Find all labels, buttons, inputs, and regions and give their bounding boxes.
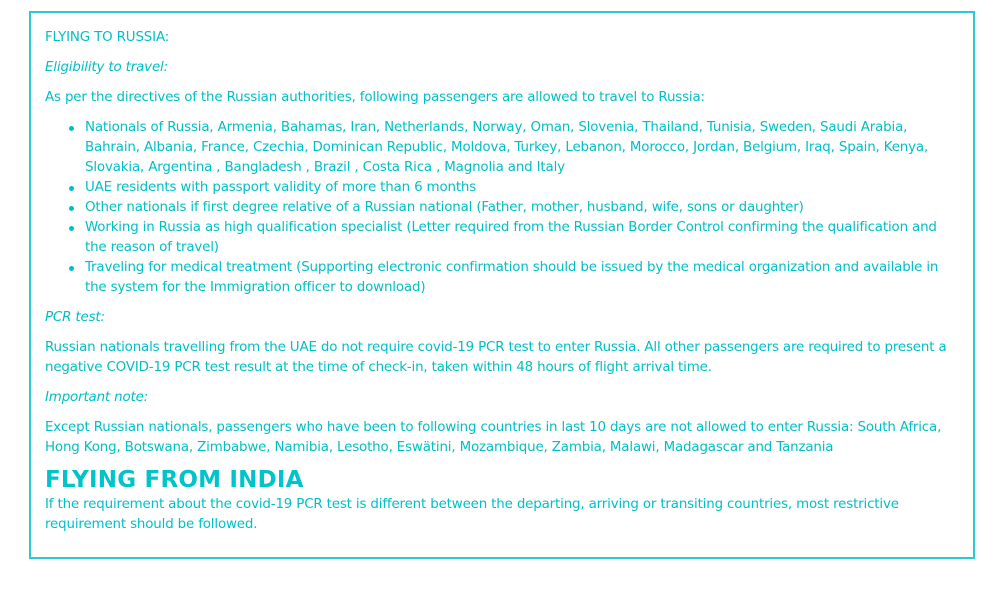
- list-item: Traveling for medical treatment (Supporting electronic confirmation should be issued by the medical organization and available in: [85, 260, 939, 275]
- list-item: the reason of travel): [85, 240, 219, 255]
- bullet-dot: [69, 126, 74, 131]
- note-text: Except Russian nationals, passengers who have been to following countries in last 10 days are not allowed to enter Russia: South Africa,: [45, 420, 942, 435]
- bullet-dot: [69, 186, 74, 191]
- pcr-label: PCR test:: [45, 310, 105, 325]
- india-text: If the requirement about the covid-19 PCR test is different between the departing, arriving or transiting countries, most restrictive: [45, 497, 899, 512]
- india-heading: FLYING FROM INDIA: [45, 467, 304, 493]
- pcr-text: negative COVID-19 PCR test result at the time of check-in, taken within 48 hours of flight arrival time.: [45, 360, 712, 375]
- list-item: UAE residents with passport validity of more than 6 months: [85, 180, 477, 195]
- russia-heading: FLYING TO RUSSIA:: [45, 30, 170, 45]
- bullet-dot: [69, 226, 74, 231]
- bullet-dot: [69, 266, 74, 271]
- note-label: Important note:: [45, 390, 149, 405]
- india-text: requirement should be followed.: [45, 517, 258, 532]
- list-item: Nationals of Russia, Armenia, Bahamas, Iran, Netherlands, Norway, Oman, Slovenia, Thailand, Tunisia, Sweden, Saudi Arabia,: [85, 120, 908, 135]
- pcr-text: Russian nationals travelling from the UAE do not require covid-19 PCR test to enter Russia. All other passengers are required to present a: [45, 340, 947, 355]
- list-item: Bahrain, Albania, France, Czechia, Dominican Republic, Moldova, Turkey, Lebanon, Morocco, Jordan, Belgium, Iraq, Spain, Kenya,: [85, 140, 929, 155]
- bullet-dot: [69, 206, 74, 211]
- list-item: Other nationals if first degree relative of a Russian national (Father, mother, husband, wife, sons or daughter): [85, 200, 804, 215]
- list-item: Working in Russia as high qualification specialist (Letter required from the Russian Border Control confirming the qualification and: [85, 220, 937, 235]
- eligibility-label: Eligibility to travel:: [45, 60, 168, 75]
- list-item: Slovakia, Argentina , Bangladesh , Brazil , Costa Rica , Magnolia and Italy: [85, 160, 565, 175]
- note-text: Hong Kong, Botswana, Zimbabwe, Namibia, Lesotho, Eswätini, Mozambique, Zambia, Malawi, Madagascar and Tanzania: [45, 440, 834, 455]
- list-item: the system for the Immigration officer to download): [85, 280, 426, 295]
- eligibility-intro: As per the directives of the Russian authorities, following passengers are allowed to travel to Russia:: [45, 90, 705, 105]
